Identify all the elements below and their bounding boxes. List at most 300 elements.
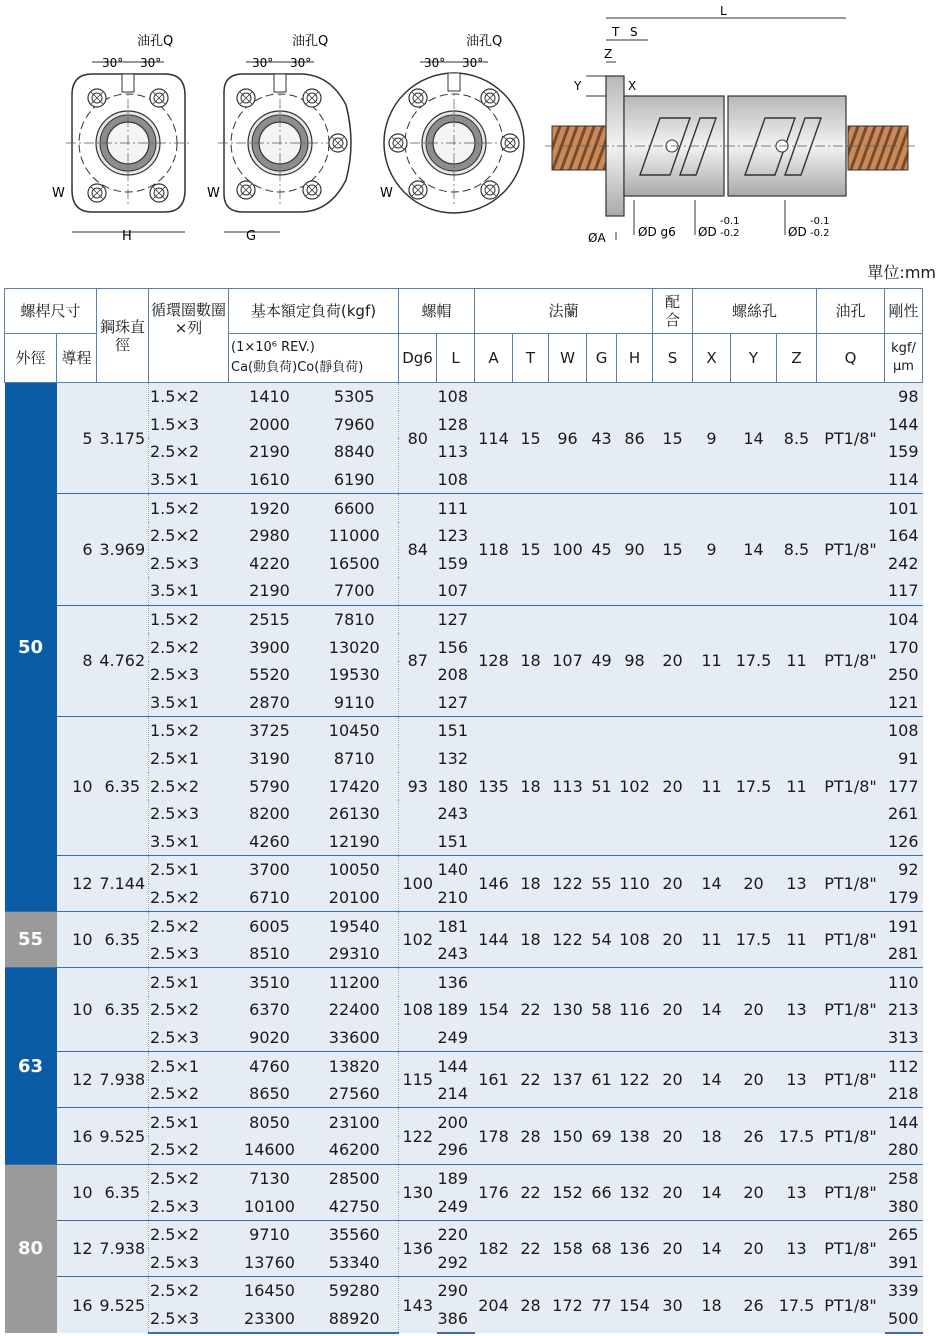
rigidity-cell: 91 <box>885 745 923 773</box>
col-s-cell: 20 <box>653 1164 693 1220</box>
col-a-cell: 178 <box>475 1108 513 1164</box>
col-t-cell: 18 <box>513 912 549 968</box>
header-load-ca: Ca(動負荷) <box>231 360 298 375</box>
load-co-cell: 11000 <box>311 522 399 550</box>
col-g-cell: 61 <box>587 1052 617 1108</box>
rigidity-cell: 121 <box>885 689 923 717</box>
rigidity-cell: 218 <box>885 1080 923 1108</box>
lead-cell: 8 <box>57 605 97 716</box>
angle-label-3b: 30° <box>462 56 484 70</box>
g-label: G <box>246 229 257 244</box>
col-a-cell: 176 <box>475 1164 513 1220</box>
rigidity-cell: 104 <box>885 605 923 633</box>
circuits-cell: 2.5×3 <box>149 1192 229 1220</box>
nut-length-cell: 292 <box>437 1248 475 1276</box>
dg6-cell: 100 <box>399 856 437 912</box>
rigidity-cell: 242 <box>885 550 923 578</box>
col-y-cell: 14 <box>731 494 777 605</box>
rigidity-cell: 144 <box>885 1108 923 1136</box>
col-s-cell: 15 <box>653 494 693 605</box>
col-t-cell: 22 <box>513 968 549 1052</box>
y-label: Y <box>574 79 582 93</box>
circuits-cell: 2.5×3 <box>149 800 229 828</box>
load-ca-cell: 1610 <box>229 466 311 494</box>
lead-cell: 16 <box>57 1277 97 1334</box>
nut-length-cell: 189 <box>437 1164 475 1192</box>
load-co-cell: 59280 <box>311 1277 399 1305</box>
col-s-cell: 20 <box>653 968 693 1052</box>
load-co-cell: 28500 <box>311 1164 399 1192</box>
dg6-cell: 84 <box>399 494 437 605</box>
circuits-cell: 3.5×1 <box>149 466 229 494</box>
rigidity-cell: 250 <box>885 661 923 689</box>
rigidity-cell: 339 <box>885 1277 923 1305</box>
nut-length-cell: 181 <box>437 912 475 940</box>
load-co-cell: 16500 <box>311 550 399 578</box>
load-ca-cell: 5520 <box>229 661 311 689</box>
load-ca-cell: 6370 <box>229 996 311 1024</box>
load-co-cell: 46200 <box>311 1136 399 1164</box>
header-fit: 配合 <box>653 289 693 334</box>
header-dg6: Dg6 <box>399 334 437 383</box>
load-ca-cell: 9020 <box>229 1024 311 1052</box>
header-load: 基本額定負荷(kgf) <box>229 289 399 334</box>
header-h: H <box>617 334 653 383</box>
ball-dia-cell: 6.35 <box>97 912 149 968</box>
col-s-cell: 20 <box>653 856 693 912</box>
col-w-cell: 158 <box>549 1220 587 1276</box>
flange-view-1 <box>52 33 190 244</box>
circuits-cell: 2.5×2 <box>149 1136 229 1164</box>
oil-hole-label-3: 油孔Q <box>466 34 503 49</box>
nut-length-cell: 136 <box>437 968 475 996</box>
lead-cell: 10 <box>57 717 97 856</box>
col-q-cell: PT1/8" <box>817 605 885 716</box>
col-x-cell: 14 <box>693 856 731 912</box>
nut-length-cell: 159 <box>437 550 475 578</box>
col-t-cell: 22 <box>513 1220 549 1276</box>
rigidity-cell: 313 <box>885 1024 923 1052</box>
load-co-cell: 23100 <box>311 1108 399 1136</box>
ball-dia-cell: 7.144 <box>97 856 149 912</box>
col-q-cell: PT1/8" <box>817 1164 885 1220</box>
table-row <box>5 605 923 633</box>
load-co-cell: 20100 <box>311 884 399 912</box>
col-g-cell: 49 <box>587 605 617 716</box>
nut-length-cell: 210 <box>437 884 475 912</box>
col-a-cell: 118 <box>475 494 513 605</box>
dg6-cell: 115 <box>399 1052 437 1108</box>
d-g6-label: ØD g6 <box>638 225 676 239</box>
load-ca-cell: 13760 <box>229 1248 311 1276</box>
col-q-cell: PT1/8" <box>817 494 885 605</box>
col-a-cell: 154 <box>475 968 513 1052</box>
load-co-cell: 7810 <box>311 605 399 633</box>
header-q: Q <box>817 334 885 383</box>
header-w: W <box>549 334 587 383</box>
rigidity-cell: 164 <box>885 522 923 550</box>
col-y-cell: 17.5 <box>731 717 777 856</box>
load-co-cell: 10450 <box>311 717 399 745</box>
col-w-cell: 122 <box>549 912 587 968</box>
spec-table <box>4 288 923 1334</box>
tol-bottom-2: -0.2 <box>810 228 830 239</box>
load-ca-cell: 8200 <box>229 800 311 828</box>
table-row <box>5 1052 923 1080</box>
rigidity-cell: 177 <box>885 772 923 800</box>
load-co-cell: 8710 <box>311 745 399 773</box>
col-z-cell: 13 <box>777 856 817 912</box>
lead-cell: 16 <box>57 1108 97 1164</box>
col-y-cell: 26 <box>731 1108 777 1164</box>
load-ca-cell: 2190 <box>229 438 311 466</box>
load-ca-cell: 8650 <box>229 1080 311 1108</box>
col-z-cell: 8.5 <box>777 383 817 494</box>
load-ca-cell: 3900 <box>229 633 311 661</box>
load-ca-cell: 3190 <box>229 745 311 773</box>
technical-drawings <box>0 0 942 250</box>
col-w-cell: 96 <box>549 383 587 494</box>
circuits-cell: 2.5×2 <box>149 522 229 550</box>
load-ca-cell: 6005 <box>229 912 311 940</box>
col-t-cell: 28 <box>513 1108 549 1164</box>
nut-length-cell: 113 <box>437 438 475 466</box>
col-z-cell: 17.5 <box>777 1108 817 1164</box>
load-ca-cell: 8510 <box>229 940 311 968</box>
col-y-cell: 20 <box>731 968 777 1052</box>
load-co-cell: 53340 <box>311 1248 399 1276</box>
table-row <box>5 1164 923 1192</box>
col-y-cell: 20 <box>731 1220 777 1276</box>
lead-cell: 12 <box>57 1220 97 1276</box>
ball-dia-cell: 9.525 <box>97 1108 149 1164</box>
dg6-cell: 87 <box>399 605 437 716</box>
ball-dia-cell: 6.35 <box>97 717 149 856</box>
col-x-cell: 18 <box>693 1277 731 1334</box>
circuits-cell: 2.5×2 <box>149 1164 229 1192</box>
lead-cell: 12 <box>57 1052 97 1108</box>
load-ca-cell: 4760 <box>229 1052 311 1080</box>
d-tol-label-1: ØD <box>698 225 717 239</box>
col-a-cell: 182 <box>475 1220 513 1276</box>
header-ball-dia: 鋼珠直徑 <box>97 289 149 383</box>
col-x-cell: 9 <box>693 494 731 605</box>
header-circuits: 循環圈數圈×列 <box>149 289 229 383</box>
col-h-cell: 90 <box>617 494 653 605</box>
nut-length-cell: 189 <box>437 996 475 1024</box>
col-a-cell: 146 <box>475 856 513 912</box>
z-label: Z <box>604 47 613 61</box>
load-co-cell: 13820 <box>311 1052 399 1080</box>
col-t-cell: 18 <box>513 856 549 912</box>
col-z-cell: 13 <box>777 1164 817 1220</box>
col-g-cell: 69 <box>587 1108 617 1164</box>
l-label: L <box>720 4 727 18</box>
col-g-cell: 55 <box>587 856 617 912</box>
rigidity-cell: 281 <box>885 940 923 968</box>
load-co-cell: 42750 <box>311 1192 399 1220</box>
circuits-cell: 2.5×3 <box>149 940 229 968</box>
ball-dia-cell: 3.969 <box>97 494 149 605</box>
load-co-cell: 29310 <box>311 940 399 968</box>
load-ca-cell: 14600 <box>229 1136 311 1164</box>
load-co-cell: 9110 <box>311 689 399 717</box>
col-z-cell: 17.5 <box>777 1277 817 1334</box>
col-w-cell: 150 <box>549 1108 587 1164</box>
header-t: T <box>513 334 549 383</box>
col-w-cell: 152 <box>549 1164 587 1220</box>
col-x-cell: 11 <box>693 717 731 856</box>
circuits-cell: 2.5×1 <box>149 1052 229 1080</box>
w-label-1: W <box>52 186 65 201</box>
col-s-cell: 20 <box>653 717 693 856</box>
col-y-cell: 26 <box>731 1277 777 1334</box>
rigidity-cell: 500 <box>885 1305 923 1334</box>
lead-cell: 10 <box>57 912 97 968</box>
load-co-cell: 13020 <box>311 633 399 661</box>
load-ca-cell: 2190 <box>229 577 311 605</box>
col-x-cell: 14 <box>693 1164 731 1220</box>
col-g-cell: 66 <box>587 1164 617 1220</box>
header-shaft: 螺桿尺寸 <box>5 289 97 334</box>
load-co-cell: 8840 <box>311 438 399 466</box>
header-x: X <box>693 334 731 383</box>
load-ca-cell: 16450 <box>229 1277 311 1305</box>
load-co-cell: 7960 <box>311 411 399 439</box>
rigidity-cell: 92 <box>885 856 923 884</box>
col-w-cell: 172 <box>549 1277 587 1334</box>
load-ca-cell: 5790 <box>229 772 311 800</box>
load-ca-cell: 3700 <box>229 856 311 884</box>
header-g: G <box>587 334 617 383</box>
outer-diameter-cell: 50 <box>5 383 57 912</box>
col-q-cell: PT1/8" <box>817 912 885 968</box>
col-q-cell: PT1/8" <box>817 1277 885 1334</box>
nut-length-cell: 386 <box>437 1305 475 1334</box>
col-h-cell: 122 <box>617 1052 653 1108</box>
col-s-cell: 20 <box>653 1220 693 1276</box>
col-w-cell: 137 <box>549 1052 587 1108</box>
rigidity-cell: 159 <box>885 438 923 466</box>
lead-cell: 12 <box>57 856 97 912</box>
col-h-cell: 154 <box>617 1277 653 1334</box>
ball-dia-cell: 6.35 <box>97 1164 149 1220</box>
circuits-cell: 2.5×3 <box>149 1248 229 1276</box>
col-y-cell: 17.5 <box>731 912 777 968</box>
table-row <box>5 1277 923 1305</box>
col-y-cell: 17.5 <box>731 605 777 716</box>
load-ca-cell: 3510 <box>229 968 311 996</box>
col-w-cell: 100 <box>549 494 587 605</box>
nut-length-cell: 108 <box>437 383 475 411</box>
nut-length-cell: 127 <box>437 689 475 717</box>
rigidity-cell: 144 <box>885 411 923 439</box>
dg6-cell: 130 <box>399 1164 437 1220</box>
dg6-cell: 122 <box>399 1108 437 1164</box>
col-h-cell: 138 <box>617 1108 653 1164</box>
header-l: L <box>437 334 475 383</box>
w-label-3: W <box>380 186 393 201</box>
col-s-cell: 30 <box>653 1277 693 1334</box>
rigidity-cell: 110 <box>885 968 923 996</box>
header-rigidity: 剛性 <box>885 289 923 334</box>
circuits-cell: 1.5×3 <box>149 411 229 439</box>
load-co-cell: 19530 <box>311 661 399 689</box>
col-q-cell: PT1/8" <box>817 717 885 856</box>
rigidity-cell: 261 <box>885 800 923 828</box>
load-co-cell: 12190 <box>311 828 399 856</box>
circuits-cell: 2.5×1 <box>149 745 229 773</box>
nut-length-cell: 180 <box>437 772 475 800</box>
rigidity-cell: 117 <box>885 577 923 605</box>
rigidity-cell: 213 <box>885 996 923 1024</box>
col-g-cell: 77 <box>587 1277 617 1334</box>
lead-cell: 5 <box>57 383 97 494</box>
col-g-cell: 58 <box>587 968 617 1052</box>
nut-length-cell: 128 <box>437 411 475 439</box>
outer-diameter-cell: 55 <box>5 912 57 968</box>
table-row <box>5 912 923 940</box>
load-ca-cell: 7130 <box>229 1164 311 1192</box>
flange-view-3 <box>380 33 524 213</box>
col-a-cell: 161 <box>475 1052 513 1108</box>
load-ca-cell: 2870 <box>229 689 311 717</box>
col-y-cell: 14 <box>731 383 777 494</box>
rigidity-cell: 280 <box>885 1136 923 1164</box>
lead-cell: 6 <box>57 494 97 605</box>
circuits-cell: 2.5×2 <box>149 912 229 940</box>
nut-length-cell: 108 <box>437 466 475 494</box>
rigidity-cell: 126 <box>885 828 923 856</box>
col-h-cell: 136 <box>617 1220 653 1276</box>
d-tol-label-2: ØD <box>788 225 807 239</box>
col-q-cell: PT1/8" <box>817 1220 885 1276</box>
col-g-cell: 54 <box>587 912 617 968</box>
col-a-cell: 135 <box>475 717 513 856</box>
col-w-cell: 107 <box>549 605 587 716</box>
header-flange: 法蘭 <box>475 289 653 334</box>
rigidity-cell: 112 <box>885 1052 923 1080</box>
w-label-2: W <box>207 186 220 201</box>
dg6-cell: 143 <box>399 1277 437 1334</box>
dg6-cell: 136 <box>399 1220 437 1276</box>
col-h-cell: 116 <box>617 968 653 1052</box>
col-a-cell: 144 <box>475 912 513 968</box>
header-s: S <box>653 334 693 383</box>
dg6-cell: 102 <box>399 912 437 968</box>
ball-dia-cell: 4.762 <box>97 605 149 716</box>
load-co-cell: 6600 <box>311 494 399 522</box>
col-z-cell: 11 <box>777 605 817 716</box>
h-label: H <box>122 229 132 244</box>
nut-length-cell: 111 <box>437 494 475 522</box>
col-y-cell: 20 <box>731 1164 777 1220</box>
col-h-cell: 132 <box>617 1164 653 1220</box>
col-h-cell: 108 <box>617 912 653 968</box>
col-x-cell: 11 <box>693 605 731 716</box>
col-z-cell: 11 <box>777 717 817 856</box>
load-co-cell: 22400 <box>311 996 399 1024</box>
rigidity-cell: 391 <box>885 1248 923 1276</box>
header-load-detail <box>229 334 399 383</box>
nut-length-cell: 296 <box>437 1136 475 1164</box>
load-ca-cell: 3725 <box>229 717 311 745</box>
col-t-cell: 18 <box>513 717 549 856</box>
angle-label-2a: 30° <box>252 56 274 70</box>
circuits-cell: 3.5×1 <box>149 828 229 856</box>
outer-diameter-cell: 63 <box>5 968 57 1164</box>
ball-dia-cell: 7.938 <box>97 1052 149 1108</box>
load-co-cell: 17420 <box>311 772 399 800</box>
load-co-cell: 7700 <box>311 577 399 605</box>
table-row <box>5 383 923 411</box>
rigidity-cell: 101 <box>885 494 923 522</box>
nut-length-cell: 214 <box>437 1080 475 1108</box>
col-q-cell: PT1/8" <box>817 1052 885 1108</box>
col-z-cell: 11 <box>777 912 817 968</box>
dg6-cell: 93 <box>399 717 437 856</box>
col-s-cell: 15 <box>653 383 693 494</box>
rigidity-cell: 108 <box>885 717 923 745</box>
lead-cell: 10 <box>57 968 97 1052</box>
header-bolt-hole: 螺絲孔 <box>693 289 817 334</box>
col-x-cell: 18 <box>693 1108 731 1164</box>
col-x-cell: 11 <box>693 912 731 968</box>
lead-cell: 10 <box>57 1164 97 1220</box>
load-ca-cell: 23300 <box>229 1305 311 1334</box>
header-a: A <box>475 334 513 383</box>
circuits-cell: 1.5×2 <box>149 383 229 411</box>
header-z: Z <box>777 334 817 383</box>
header-nut: 螺帽 <box>399 289 475 334</box>
table-row <box>5 856 923 884</box>
oil-hole-label-1: 油孔Q <box>137 34 174 49</box>
table-row <box>5 1220 923 1248</box>
circuits-cell: 2.5×2 <box>149 633 229 661</box>
col-t-cell: 15 <box>513 494 549 605</box>
load-co-cell: 26130 <box>311 800 399 828</box>
circuits-cell: 1.5×2 <box>149 717 229 745</box>
table-row <box>5 1108 923 1136</box>
table-row <box>5 494 923 522</box>
col-t-cell: 22 <box>513 1052 549 1108</box>
col-s-cell: 20 <box>653 912 693 968</box>
load-ca-cell: 1410 <box>229 383 311 411</box>
circuits-cell: 2.5×2 <box>149 438 229 466</box>
col-h-cell: 110 <box>617 856 653 912</box>
col-h-cell: 102 <box>617 717 653 856</box>
circuits-cell: 3.5×1 <box>149 689 229 717</box>
ball-dia-cell: 3.175 <box>97 383 149 494</box>
circuits-cell: 2.5×3 <box>149 550 229 578</box>
oil-hole-label-2: 油孔Q <box>292 34 329 49</box>
circuits-cell: 2.5×1 <box>149 1108 229 1136</box>
load-ca-cell: 4260 <box>229 828 311 856</box>
circuits-cell: 2.5×2 <box>149 1220 229 1248</box>
ball-dia-cell: 7.938 <box>97 1220 149 1276</box>
col-t-cell: 18 <box>513 605 549 716</box>
t-label: T <box>612 25 620 39</box>
circuits-cell: 2.5×2 <box>149 884 229 912</box>
load-co-cell: 27560 <box>311 1080 399 1108</box>
rigidity-cell: 380 <box>885 1192 923 1220</box>
dg6-cell: 108 <box>399 968 437 1052</box>
col-y-cell: 20 <box>731 856 777 912</box>
col-z-cell: 13 <box>777 1052 817 1108</box>
load-ca-cell: 4220 <box>229 550 311 578</box>
load-co-cell: 10050 <box>311 856 399 884</box>
angle-label-3a: 30° <box>424 56 446 70</box>
